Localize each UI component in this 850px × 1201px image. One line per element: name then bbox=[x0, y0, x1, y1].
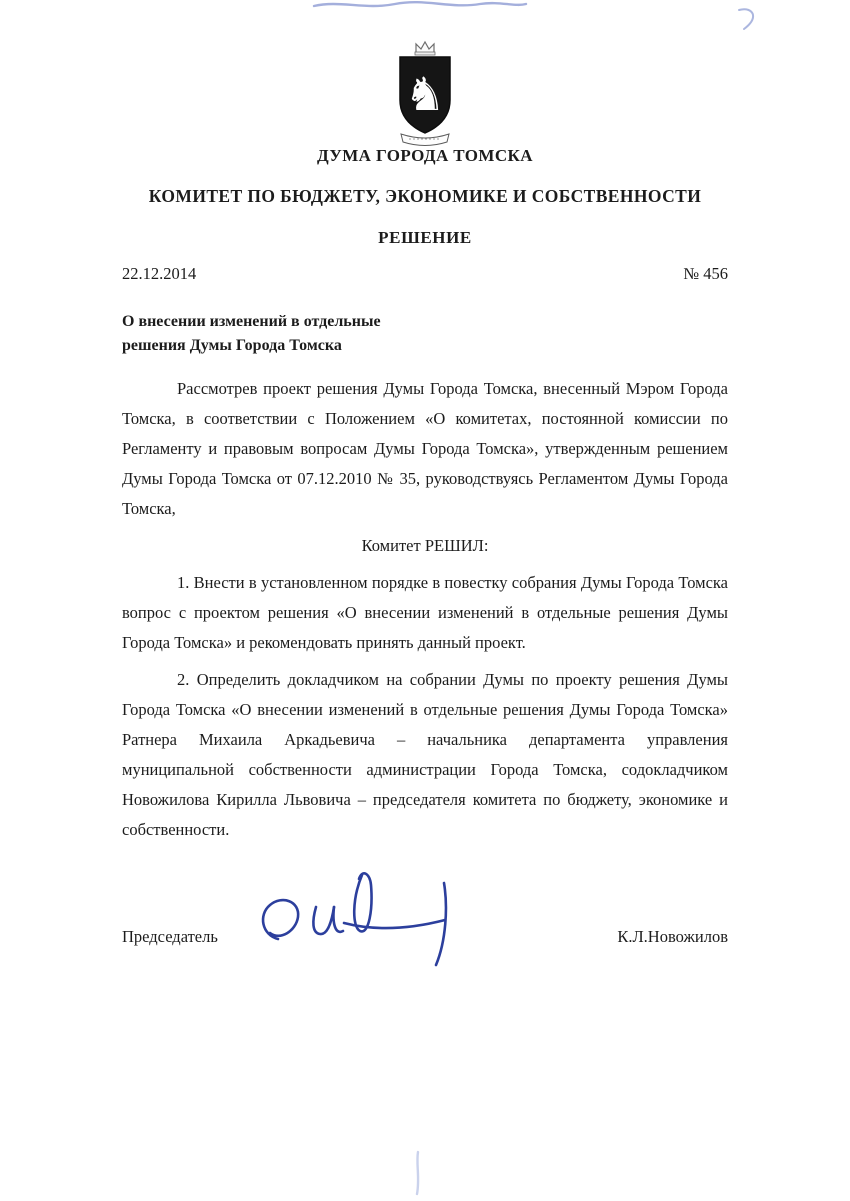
scan-artifact-bottom bbox=[408, 1150, 428, 1196]
document-date: 22.12.2014 bbox=[122, 264, 197, 283]
preamble-paragraph: Рассмотрев проект решения Думы Города Томска, внесенный Мэром Города Томска, в соответствии с Положением «О комитетах, постоянной комиссии по Регламенту и правовым вопросам Думы Города Томска», утвержденным решением Думы Города Томска от 07.12.2010 № 35, руководствуясь Регламентом Думы Города Томска, bbox=[122, 379, 728, 518]
signature-block bbox=[122, 917, 728, 957]
document-number: № 456 bbox=[683, 264, 728, 283]
subject-line-2: решения Думы Города Томска bbox=[122, 337, 342, 354]
tomsk-coat-of-arms-icon bbox=[389, 40, 461, 148]
subject-line-1: О внесении изменений в отдельные bbox=[122, 313, 381, 330]
signer-name: К.Л.Новожилов bbox=[617, 927, 728, 946]
document-subject bbox=[122, 310, 728, 358]
resolution-item-2: 2. Определить докладчиком на собрании Думы по проекту решения Думы Города Томска «О внесении изменений в отдельные решения Думы Города Томска» Ратнера Михаила Аркадьевича – начальника департамента управления муниципальной собственности администрации Города Томска, содокладчиком Новожилова Кирилла Львовича – председателя комитета по бюджету, экономике и собственности. bbox=[122, 670, 728, 839]
document-type-heading: РЕШЕНИЕ bbox=[378, 228, 472, 247]
svg-text:♞: ♞ bbox=[404, 67, 446, 121]
organization-name: ДУМА ГОРОДА ТОМСКА bbox=[317, 146, 533, 165]
resolution-item-1: 1. Внести в установленном порядке в повестку собрания Думы Города Томска вопрос с проектом решения «О внесении изменений в отдельные решения Думы Города Томска» и рекомендовать принять данный проект. bbox=[122, 573, 728, 652]
signer-title: Председатель bbox=[122, 927, 218, 946]
meta-row bbox=[122, 264, 728, 284]
scan-artifact-corner bbox=[736, 6, 758, 32]
committee-name: КОМИТЕТ ПО БЮДЖЕТУ, ЭКОНОМИКЕ И СОБСТВЕННОСТИ bbox=[148, 186, 702, 206]
handwritten-signature bbox=[240, 865, 490, 975]
emblem-container bbox=[0, 40, 850, 153]
resolved-heading: Комитет РЕШИЛ: bbox=[361, 536, 489, 555]
